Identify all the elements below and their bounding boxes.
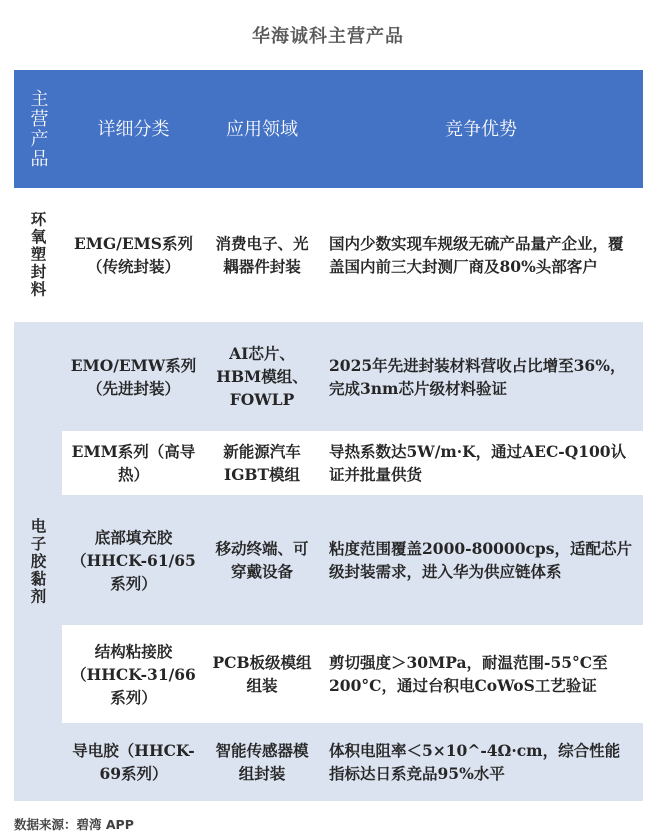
row-2-application-text: 新能源汽车IGBT模组 xyxy=(223,442,301,484)
header-sub-category: 详细分类 xyxy=(62,70,205,188)
row-5-subcategory-text: 导电胶（HHCK-69系列） xyxy=(72,741,195,783)
row-0-advantage-text: 国内少数实现车规级无硫产品量产企业，覆盖国内前三大封测厂商及80%头部客户 xyxy=(329,234,624,276)
row-4-subcategory xyxy=(62,625,205,723)
row-4-subcategory-text: 结构粘接胶（HHCK-31/66系列） xyxy=(71,641,196,707)
row-0-application xyxy=(205,188,319,322)
row-4-application xyxy=(205,625,319,723)
page-title: 华海诚科主营产品 xyxy=(252,26,404,47)
row-0-advantage xyxy=(319,188,643,322)
category-epoxy-label: 环氧塑封料 xyxy=(28,211,48,299)
category-adhesive xyxy=(14,322,62,801)
data-source-note: 数据来源：碧湾 APP xyxy=(14,817,134,832)
row-1-application-text: AI芯片、HBM模组、FOWLP xyxy=(216,344,308,409)
row-0-application-text: 消费电子、光耦器件封装 xyxy=(215,234,309,276)
row-5-subcategory xyxy=(62,723,205,801)
row-1-subcategory xyxy=(62,322,205,431)
product-table xyxy=(14,70,643,801)
header-advantage: 竞争优势 xyxy=(319,70,643,188)
row-3-advantage xyxy=(319,495,643,625)
row-2-subcategory-text: EMM系列（高导热） xyxy=(71,442,196,484)
row-5-application xyxy=(205,723,319,801)
row-3-application xyxy=(205,495,319,625)
row-4-application-text: PCB板级模组组装 xyxy=(212,653,312,695)
row-4-advantage-text: 剪切强度＞30MPa，耐温范围-55°C至200°C，通过台积电CoWoS工艺验证 xyxy=(329,653,608,695)
header-main-product xyxy=(14,70,62,188)
row-2-subcategory xyxy=(62,431,205,495)
row-2-advantage-text: 导热系数达5W/m·K，通过AEC-Q100认证并批量供货 xyxy=(329,442,627,484)
row-1-subcategory-text: EMO/EMW系列（先进封装） xyxy=(70,355,197,398)
row-3-application-text: 移动终端、可穿戴设备 xyxy=(215,539,309,581)
row-2-application xyxy=(205,431,319,495)
category-epoxy xyxy=(14,188,62,322)
row-5-application-text: 智能传感器模组封装 xyxy=(215,741,309,783)
category-adhesive-label: 电子胶黏剂 xyxy=(28,517,48,606)
row-5-advantage-text: 体积电阻率＜5×10^-4Ω·cm，综合性能指标达日系竞品95%水平 xyxy=(329,741,621,783)
row-4-advantage xyxy=(319,625,643,723)
header-main-product-label: 主营产品 xyxy=(27,89,49,169)
row-2-advantage xyxy=(319,431,643,495)
row-3-subcategory-text: 底部填充胶（HHCK-61/65系列） xyxy=(71,527,196,593)
row-0-subcategory xyxy=(62,188,205,322)
row-3-advantage-text: 粘度范围覆盖2000-80000cps，适配芯片级封装需求，进入华为供应链体系 xyxy=(329,539,633,581)
row-5-advantage xyxy=(319,723,643,801)
header-application: 应用领域 xyxy=(205,70,319,188)
row-3-subcategory xyxy=(62,495,205,625)
row-0-subcategory-text: EMG/EMS系列（传统封装） xyxy=(73,234,194,276)
row-1-application xyxy=(205,322,319,431)
row-1-advantage xyxy=(319,322,643,431)
row-1-advantage-text: 2025年先进封装材料营收占比增至36%，完成3nm芯片级材料验证 xyxy=(329,355,626,398)
